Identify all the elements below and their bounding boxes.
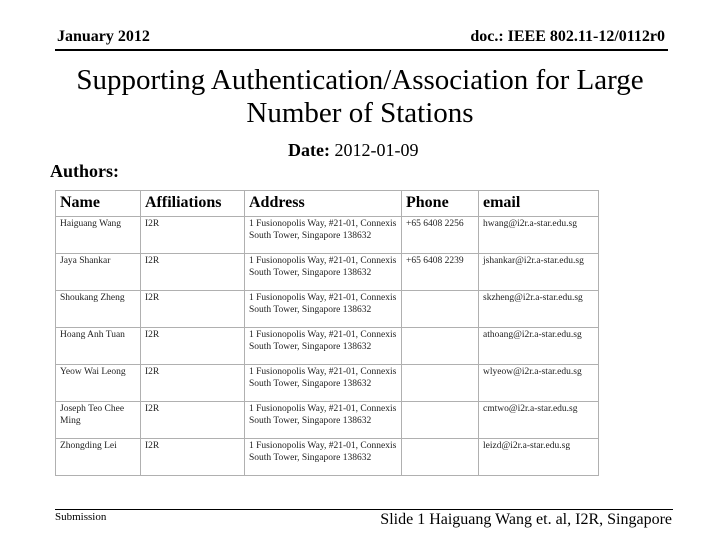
table-row <box>56 254 599 291</box>
author-address: 1 Fusionopolis Way, #21-01, Connexis South Tower, Singapore 138632 <box>245 328 402 365</box>
date-label: Date: <box>288 140 330 160</box>
header-date: January 2012 <box>57 28 150 45</box>
author-affiliation: I2R <box>141 328 245 365</box>
author-name: Zhongding Lei <box>56 439 141 476</box>
table-row <box>56 365 599 402</box>
author-affiliation: I2R <box>141 254 245 291</box>
author-affiliation: I2R <box>141 402 245 439</box>
footer-submission: Submission <box>55 511 107 523</box>
author-address: 1 Fusionopolis Way, #21-01, Connexis South Tower, Singapore 138632 <box>245 254 402 291</box>
author-affiliation: I2R <box>141 291 245 328</box>
date-value: 2012-01-09 <box>334 140 419 160</box>
author-phone <box>402 365 479 402</box>
author-affiliation: I2R <box>141 217 245 254</box>
table-row <box>56 328 599 365</box>
footer-slide-info: Slide 1 Haiguang Wang et. al, I2R, Singapore <box>380 511 672 528</box>
header-doc-id: doc.: IEEE 802.11-12/0112r0 <box>470 28 665 45</box>
table-header-row <box>56 191 599 217</box>
author-name: Hoang Anh Tuan <box>56 328 141 365</box>
table-row <box>56 217 599 254</box>
author-email: cmtwo@i2r.a-star.edu.sg <box>479 402 599 439</box>
author-address: 1 Fusionopolis Way, #21-01, Connexis South Tower, Singapore 138632 <box>245 365 402 402</box>
column-header-phone: Phone <box>402 191 479 217</box>
author-address: 1 Fusionopolis Way, #21-01, Connexis South Tower, Singapore 138632 <box>245 217 402 254</box>
column-header-affiliations: Affiliations <box>141 191 245 217</box>
author-phone <box>402 328 479 365</box>
footer-rule <box>55 509 673 510</box>
author-name: Jaya Shankar <box>56 254 141 291</box>
author-affiliation: I2R <box>141 439 245 476</box>
author-address: 1 Fusionopolis Way, #21-01, Connexis South Tower, Singapore 138632 <box>245 402 402 439</box>
author-name: Shoukang Zheng <box>56 291 141 328</box>
date-line <box>288 140 418 161</box>
author-affiliation: I2R <box>141 365 245 402</box>
author-phone <box>402 439 479 476</box>
author-email: jshankar@i2r.a-star.edu.sg <box>479 254 599 291</box>
header-rule <box>55 49 668 51</box>
author-email: hwang@i2r.a-star.edu.sg <box>479 217 599 254</box>
author-email: wlyeow@i2r.a-star.edu.sg <box>479 365 599 402</box>
author-phone: +65 6408 2239 <box>402 254 479 291</box>
author-name: Haiguang Wang <box>56 217 141 254</box>
column-header-name: Name <box>56 191 141 217</box>
table-row <box>56 402 599 439</box>
table-row <box>56 439 599 476</box>
author-address: 1 Fusionopolis Way, #21-01, Connexis South Tower, Singapore 138632 <box>245 291 402 328</box>
author-phone <box>402 291 479 328</box>
author-email: leizd@i2r.a-star.edu.sg <box>479 439 599 476</box>
author-email: skzheng@i2r.a-star.edu.sg <box>479 291 599 328</box>
author-name: Joseph Teo Chee Ming <box>56 402 141 439</box>
author-address: 1 Fusionopolis Way, #21-01, Connexis South Tower, Singapore 138632 <box>245 439 402 476</box>
author-phone: +65 6408 2256 <box>402 217 479 254</box>
author-name: Yeow Wai Leong <box>56 365 141 402</box>
column-header-email: email <box>479 191 599 217</box>
table-row <box>56 291 599 328</box>
author-phone <box>402 402 479 439</box>
authors-label: Authors: <box>50 161 120 181</box>
slide-title: Supporting Authentication/Association for Large Number of Stations <box>76 64 644 129</box>
author-email: athoang@i2r.a-star.edu.sg <box>479 328 599 365</box>
column-header-address: Address <box>245 191 402 217</box>
authors-table <box>55 190 599 476</box>
